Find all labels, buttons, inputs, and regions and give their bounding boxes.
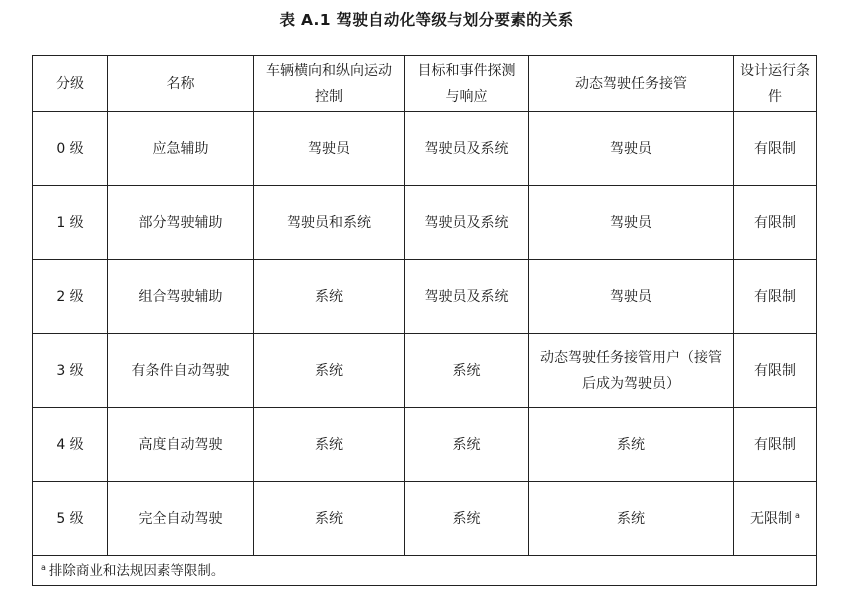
cell-takeover: 驾驶员: [529, 112, 734, 186]
cell-motion-control: 系统: [254, 260, 405, 334]
header-cell-operating-conditions: 设计运行条件: [734, 56, 817, 112]
header-cell-detection-response: 目标和事件探测与响应: [405, 56, 529, 112]
header-cell-level: 分级: [33, 56, 108, 112]
footnote-row: [33, 556, 817, 586]
table-row: [33, 334, 817, 408]
cell-level: 1 级: [33, 186, 108, 260]
cell-name: 完全自动驾驶: [108, 482, 254, 556]
footnote-cell: [33, 556, 817, 586]
cell-detection-response: 系统: [405, 408, 529, 482]
header-cell-motion-control: 车辆横向和纵向运动控制: [254, 56, 405, 112]
cell-takeover: 动态驾驶任务接管用户（接管后成为驾驶员）: [529, 334, 734, 408]
cell-name: 应急辅助: [108, 112, 254, 186]
table-row: [33, 482, 817, 556]
cell-operating-conditions-text: 无限制: [750, 510, 793, 527]
cell-takeover: 驾驶员: [529, 260, 734, 334]
cell-level: 2 级: [33, 260, 108, 334]
cell-detection-response: 驾驶员及系统: [405, 112, 529, 186]
cell-takeover: 驾驶员: [529, 186, 734, 260]
footnote-marker: a: [795, 510, 800, 520]
cell-operating-conditions: 有限制: [734, 186, 817, 260]
cell-operating-conditions: 有限制: [734, 260, 817, 334]
cell-operating-conditions: 有限制: [734, 334, 817, 408]
cell-level: 3 级: [33, 334, 108, 408]
header-row: [33, 56, 817, 112]
cell-name: 高度自动驾驶: [108, 408, 254, 482]
cell-motion-control: 系统: [254, 408, 405, 482]
table-row: [33, 186, 817, 260]
cell-motion-control: 系统: [254, 334, 405, 408]
cell-takeover: 系统: [529, 482, 734, 556]
cell-detection-response: 驾驶员及系统: [405, 186, 529, 260]
cell-operating-conditions: 有限制: [734, 112, 817, 186]
cell-takeover: 系统: [529, 408, 734, 482]
header-cell-name: 名称: [108, 56, 254, 112]
cell-motion-control: 系统: [254, 482, 405, 556]
cell-detection-response: 系统: [405, 482, 529, 556]
cell-level: 0 级: [33, 112, 108, 186]
header-cell-takeover: 动态驾驶任务接管: [529, 56, 734, 112]
cell-detection-response: 驾驶员及系统: [405, 260, 529, 334]
footnote-text: 排除商业和法规因素等限制。: [48, 562, 225, 579]
cell-level: 4 级: [33, 408, 108, 482]
cell-operating-conditions: [734, 482, 817, 556]
cell-name: 有条件自动驾驶: [108, 334, 254, 408]
table-row: [33, 260, 817, 334]
table-row: [33, 112, 817, 186]
cell-motion-control: 驾驶员: [254, 112, 405, 186]
cell-operating-conditions: 有限制: [734, 408, 817, 482]
table-row: [33, 408, 817, 482]
table-title: 表 A.1 驾驶自动化等级与划分要素的关系: [279, 11, 574, 29]
cell-detection-response: 系统: [405, 334, 529, 408]
cell-name: 组合驾驶辅助: [108, 260, 254, 334]
cell-name: 部分驾驶辅助: [108, 186, 254, 260]
footnote-mark: a: [41, 562, 46, 572]
cell-motion-control: 驾驶员和系统: [254, 186, 405, 260]
automation-levels-table: [32, 55, 817, 586]
cell-level: 5 级: [33, 482, 108, 556]
